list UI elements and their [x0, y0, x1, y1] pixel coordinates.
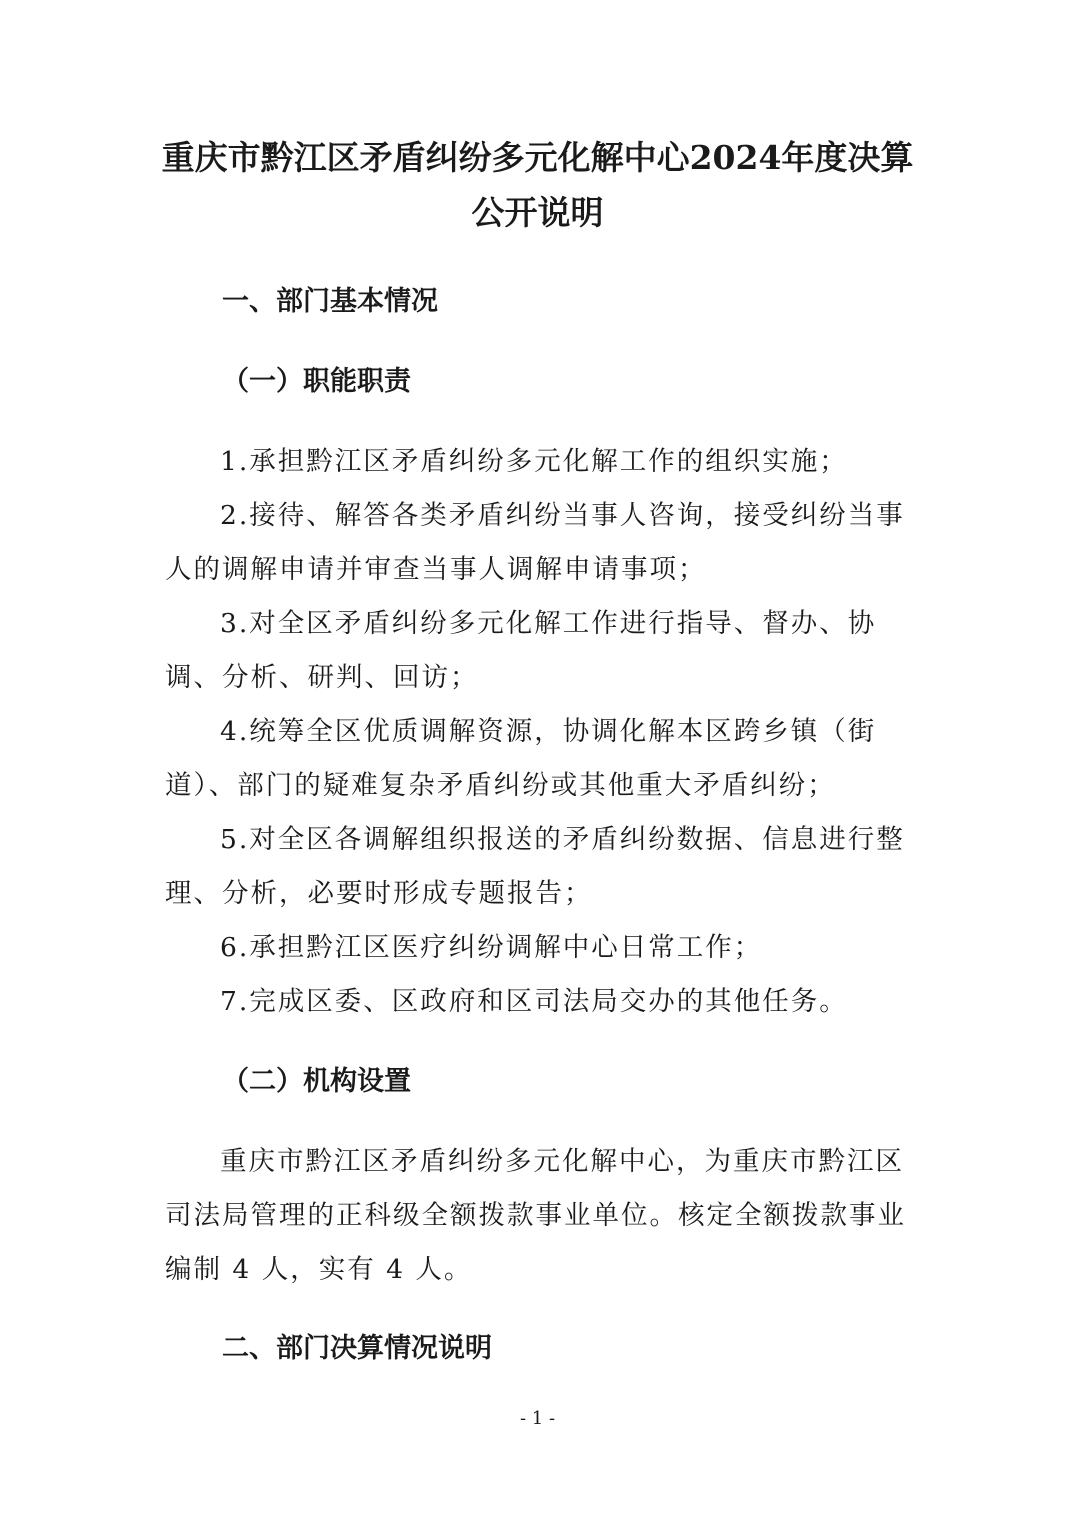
- duty-item-6: 6.承担黔江区医疗纠纷调解中心日常工作；: [220, 932, 763, 963]
- org-paragraph: 重庆市黔江区矛盾纠纷多元化解中心，为重庆市黔江区司法局管理的正科级全额拨款事业单位。核定全额拨款事业编制 4 人，实有 4 人。: [165, 1146, 906, 1285]
- page-number: - 1 -: [519, 1408, 556, 1429]
- duty-item-5: 5.对全区各调解组织报送的矛盾纠纷数据、信息进行整理、分析，必要时形成专题报告；: [165, 824, 905, 909]
- duty-item-3: 3.对全区矛盾纠纷多元化解工作进行指导、督办、协调、分析、研判、回访；: [165, 608, 877, 693]
- subsection2-heading: （二）机构设置: [222, 1066, 411, 1097]
- document-title-line1: 重庆市黔江区矛盾纠纷多元化解中心2024年度决算: [161, 138, 914, 177]
- document-title-line2: 公开说明: [471, 193, 604, 232]
- duty-item-7: 7.完成区委、区政府和区司法局交办的其他任务。: [220, 986, 848, 1017]
- duty-item-4: 4.统筹全区优质调解资源，协调化解本区跨乡镇（街道）、部门的疑难复杂矛盾纠纷或其他重大矛盾纠纷；: [165, 716, 877, 801]
- section2-heading: 二、部门决算情况说明: [222, 1333, 492, 1364]
- duty-item-2: 2.接待、解答各类矛盾纠纷当事人咨询，接受纠纷当事人的调解申请并审查当事人调解申请事项；: [165, 500, 905, 585]
- duty-item-1: 1.承担黔江区矛盾纠纷多元化解工作的组织实施；: [220, 446, 848, 477]
- subsection1-heading: （一）职能职责: [222, 366, 411, 397]
- section1-heading: 一、部门基本情况: [222, 286, 438, 317]
